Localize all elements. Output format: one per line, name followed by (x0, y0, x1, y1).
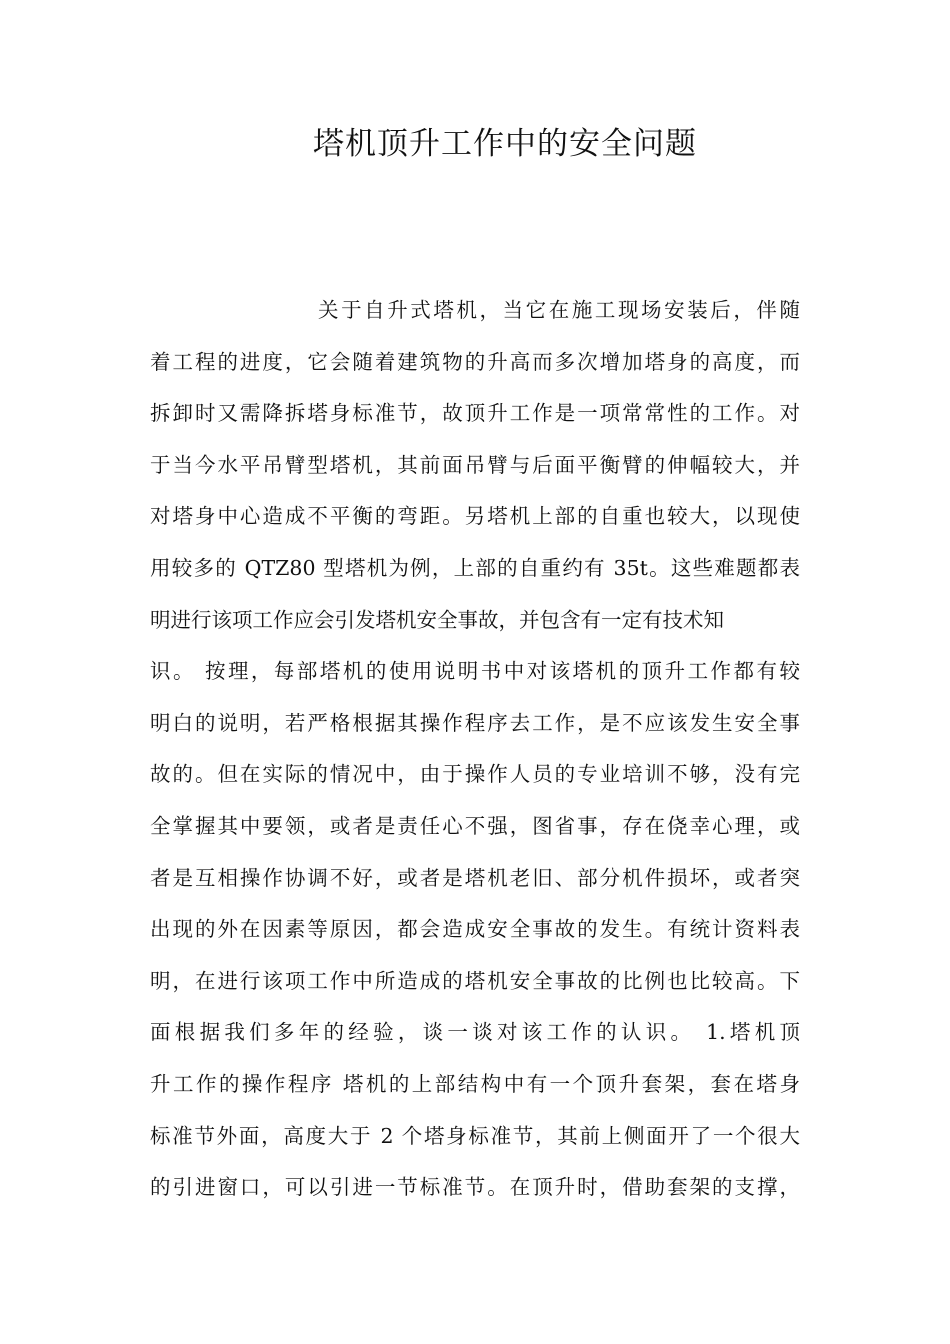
body-line: 标准节外面，高度大于 2 个塔身标准节，其前上侧面开了一个很大 (150, 1123, 800, 1148)
body-line: 识。 按理，每部塔机的使用说明书中对该塔机的顶升工作都有较 (150, 659, 800, 684)
body-line: 出现的外在因素等原因，都会造成安全事故的发生。有统计资料表 (150, 917, 800, 942)
body-line: 关于自升式塔机，当它在施工现场安装后，伴随 (318, 298, 800, 322)
body-line: 明，在进行该项工作中所造成的塔机安全事故的比例也比较高。下 (150, 968, 800, 993)
body-line: 着工程的进度，它会随着建筑物的升高而多次增加塔身的高度，而 (150, 349, 800, 374)
body-line: 全掌握其中要领，或者是责任心不强，图省事，存在侥幸心理，或 (150, 813, 800, 838)
body-line: 故的。但在实际的情况中，由于操作人员的专业培训不够，没有完 (150, 762, 800, 787)
body-line: 拆卸时又需降拆塔身标准节，故顶升工作是一项常常性的工作。对 (150, 401, 800, 426)
body-line: 于当今水平吊臂型塔机，其前面吊臂与后面平衡臂的伸幅较大，并 (150, 452, 800, 477)
body-line: 面根据我们多年的经验，谈一谈对该工作的认识。 1.塔机顶 (150, 1020, 800, 1045)
body-line: 者是互相操作协调不好，或者是塔机老旧、部分机件损坏，或者突 (150, 865, 800, 890)
document-title: 塔机顶升工作中的安全问题 (313, 126, 697, 162)
body-line: 明白的说明，若严格根据其操作程序去工作，是不应该发生安全事 (150, 710, 800, 735)
body-line: 对塔身中心造成不平衡的弯距。另塔机上部的自重也较大，以现使 (150, 504, 800, 529)
body-line: 升工作的操作程序 塔机的上部结构中有一个顶升套架，套在塔身 (150, 1071, 800, 1096)
body-line: 的引进窗口，可以引进一节标准节。在顶升时，借助套架的支撑， (150, 1175, 800, 1200)
body-line: 明进行该项工作应会引发塔机安全事故，并包含有一定有技术知 (150, 607, 724, 632)
body-line: 用较多的 QTZ80 型塔机为例，上部的自重约有 35t。这些难题都表 (150, 555, 800, 580)
document-body (150, 288, 800, 1217)
